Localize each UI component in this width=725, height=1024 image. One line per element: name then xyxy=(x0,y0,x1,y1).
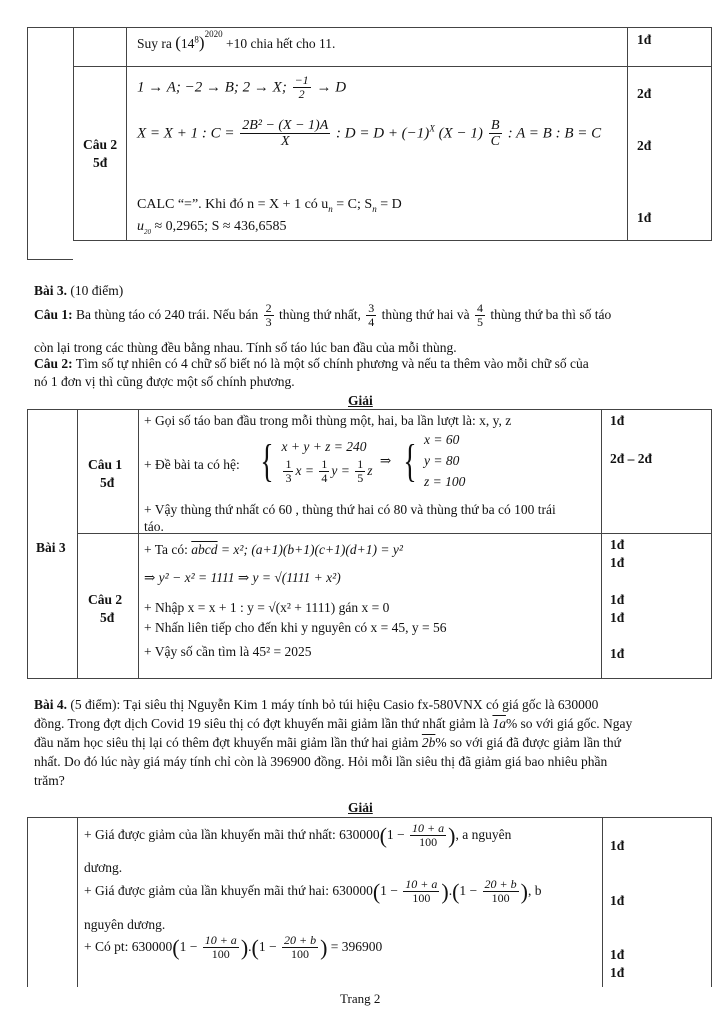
bai3-c1-points-b: 2đ – 2đ xyxy=(610,451,653,466)
top-row3-points: 2đ xyxy=(637,138,652,153)
bai4-points-3: 1đ xyxy=(610,947,625,962)
top-row1-points: 1đ xyxy=(637,32,652,47)
top-row4-line2: $u_{20} \approx 0,2965$; S ≈ 436,6585 xyxy=(137,219,287,236)
top-row4-points: 1đ xyxy=(637,210,652,225)
top-row3-math: X = X + 1 : C = $\frac{\text{2B² − (X − 1)A}}{X}$ : $D = D + (-1)^X$ (X − 1) $\frac{B}{C}$ : A = B : B = C xyxy=(137,118,602,150)
bai3-c2-line5: + Vậy số cần tìm là 45² = 2025 xyxy=(144,644,312,659)
bai3-c2-points-5: 1đ xyxy=(610,646,625,661)
bai3-c2-points-3: 1đ xyxy=(610,592,625,607)
bai4-row1: + Giá được giảm của lần khuyến mãi thứ nhất: 630000(1 − $\frac{10 + a}{100}$ ), a nguyên xyxy=(84,821,512,850)
bai3-c1-line1: + Gọi số táo ban đầu trong mỗi thùng một, hai, ba lần lượt là: x, y, z xyxy=(144,413,512,428)
top-cau-points: 5đ xyxy=(93,155,108,170)
bai3-cau2-label: Câu 2 xyxy=(88,592,123,607)
bai4-points-2: 1đ xyxy=(610,893,625,908)
bai3-c2-line2: ⇒ y² − x² = 1111 ⇒ y = √(1111 + x²) xyxy=(144,570,341,585)
bai4-points-1: 1đ xyxy=(610,838,625,853)
bai3-c1-points-a: 1đ xyxy=(610,413,625,428)
bai3-cau1-label: Câu 1 xyxy=(88,457,123,472)
bai3-giai-heading: Giải xyxy=(348,393,373,408)
bai4-row2-cont: nguyên dương. xyxy=(84,917,166,932)
bai3-c1-line4: táo. xyxy=(144,519,164,534)
bai3-c1-line2: + Đề bài ta có hệ: xyxy=(144,457,240,472)
top-row2-points: 2đ xyxy=(637,86,652,101)
bai3-cau2-points: 5đ xyxy=(100,610,115,625)
bai3-cau2-line2: nó 1 đơn vị thì cũng được một số chính phương. xyxy=(34,374,295,389)
bai3-cau1-points: 5đ xyxy=(100,475,115,490)
bai3-cau2-text: Câu 2: Tìm số tự nhiên có 4 chữ số biết nó là một số chính phương và nếu ta thêm vào mỗi chữ số của xyxy=(34,356,589,371)
bai4-row3: + Có pt: 630000(1 − $\frac{10 + a}{100}$ ).(1 − $\frac{20 + b}{100}$ ) = 396900 xyxy=(84,933,383,962)
bai3-c2-line3: + Nhập x = x + 1 : y = √(x² + 1111) gán x = 0 xyxy=(144,600,390,615)
page-footer: Trang 2 xyxy=(340,991,381,1006)
bai3-cau1-line2: còn lại trong các thùng đều bằng nhau. Tính số táo lúc ban đầu của mỗi thùng. xyxy=(34,340,457,355)
bai3-row-label: Bài 3 xyxy=(36,540,66,555)
bai4-giai-heading: Giải xyxy=(348,800,373,815)
bai3-system-left: { x + y + z = 240 $\frac{1}{3}$ x = $\frac{1}{4}$ y = $\frac{1}{5}$ z ⇒ { x = 60 y = 80 z = 100 xyxy=(260,432,466,489)
bai4-points-4: 1đ xyxy=(610,965,625,980)
bai3-cau1-text: Câu 1: Ba thùng táo có 240 trái. Nếu bán $\frac{2}{3}$ thùng thứ nhất, $\frac{3}{4}$ thùng thứ hai và $\frac{4}{5}$ thùng thứ ba thì số táo xyxy=(34,301,612,330)
bai3-heading: Bài 3. (10 điểm) xyxy=(34,283,124,298)
bai3-c2-line4: + Nhấn liên tiếp cho đến khi y nguyên có x = 45, y = 56 xyxy=(144,620,447,635)
bai4-problem: Bài 4. (5 điểm): Tại siêu thị Nguyễn Kim 1 máy tính bỏ túi hiệu Casio fx-580VNX có giá gốc là 630000 đồng. Trong đợt dịch Covid 19 siêu thị có đợt khuyến mãi giảm lần thứ nhất giảm là 1a% so với giá gốc. Ngay đầu năm học siêu thị lại có thêm đợt khuyến mãi giảm lần thứ hai giảm 2b% so với giá đã được giảm lần thứ nhất. Do đó lúc này giá máy tính chỉ còn là 396900 đồng. Hỏi mỗi lần siêu thị đã giảm giá bao nhiêu phần trăm? xyxy=(34,697,633,788)
top-row2-math: 1 → A; −2 → B; 2 → X; $\frac{-1}{2}$ → D xyxy=(137,73,347,102)
top-cau-label: Câu 2 xyxy=(83,137,118,152)
bai3-c2-points-1: 1đ xyxy=(610,537,625,552)
bai4-row1-cont: dương. xyxy=(84,860,123,875)
bai3-c2-points-4: 1đ xyxy=(610,610,625,625)
bai3-c1-line3: + Vậy thùng thứ nhất có 60 , thùng thứ hai có 80 và thùng thứ ba có 100 trái xyxy=(144,502,556,517)
bai3-c2-points-2: 1đ xyxy=(610,555,625,570)
bai4-row2: + Giá được giảm của lần khuyến mãi thứ hai: 630000(1 − $\frac{10 + a}{100}$ ).(1 − $\frac{20 + b}{100}$ ), b xyxy=(84,877,542,906)
bai3-c2-line1: + Ta có: abcd = x²; (a+1)(b+1)(c+1)(d+1) = y² xyxy=(144,542,403,557)
top-row1-text: Suy ra $(14^8)^{2020} +10$ chia hết cho 11. xyxy=(137,28,336,52)
top-row4-line1: CALC “=”. Khi đó n = X + 1 có $u_n = C$; $S_n = D$ xyxy=(137,197,402,214)
